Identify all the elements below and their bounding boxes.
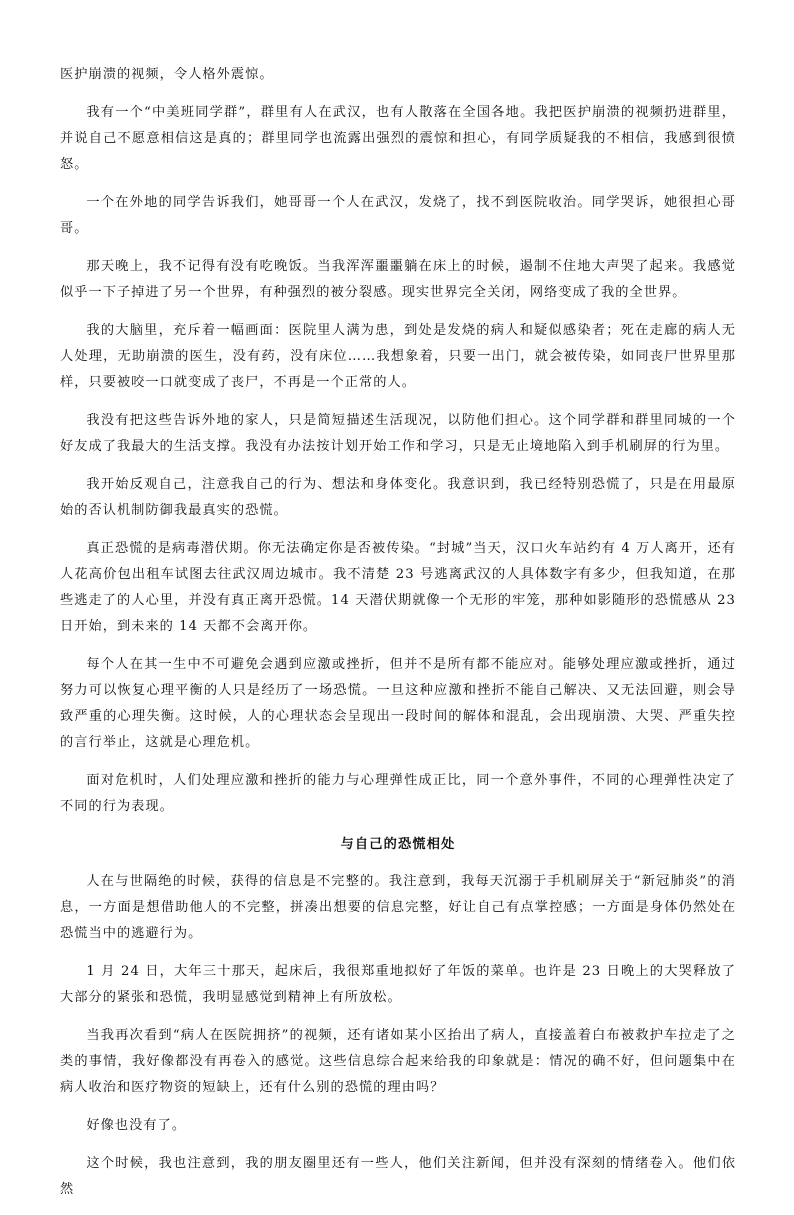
paragraph: 一个在外地的同学告诉我们，她哥哥一个人在武汉，发烧了，找不到医院收治。同学哭诉，她很担心哥哥。 [60,195,736,236]
paragraph: 每个人在其一生中不可避免会遇到应激或挫折，但并不是所有都不能应对。能够处理应激或挫折，通过努力可以恢复心理平衡的人只是经历了一场恐慌。一旦这种应激和挫折不能自己解决、又无法回避，则会导致严重的心理失衡。这时候，人的心理状态会呈现出一段时间的解体和混乱，会出现崩溃、大哭、严重失控的言行举止，这就是心理危机。 [60,657,736,750]
paragraph: 医护崩溃的视频，令人格外震惊。 [60,67,274,82]
paragraph: 那天晚上，我不记得有没有吃晚饭。当我浑浑噩噩躺在床上的时候，遏制不住地大声哭了起来。我感觉似乎一下子掉进了另一个世界，有种强烈的被分裂感。现实世界完全关闭，网络变成了我的全世界。 [60,259,736,300]
paragraph: 面对危机时，人们处理应激和挫折的能力与心理弹性成正比，同一个意外事件，不同的心理弹性决定了不同的行为表现。 [60,773,736,814]
document-page [60,62,736,1215]
paragraph: 人在与世隔绝的时候，获得的信息是不完整的。我注意到，我每天沉溺于手机刷屏关于“新冠肺炎”的消息，一方面是想借助他人的不完整，拼凑出想要的信息完整，好让自己有点掌控感；一方面是身体仍然处在恐慌当中的逃避行为。 [60,874,736,941]
paragraph: 好像也没有了。 [86,1118,187,1133]
paragraph: 这个时候，我也注意到，我的朋友圈里还有一些人，他们关注新闻，但并没有深刻的情绪卷入。他们依然 [60,1156,736,1197]
paragraph: 我的大脑里，充斥着一幅画面：医院里人满为患，到处是发烧的病人和疑似感染者；死在走廊的病人无人处理，无助崩溃的医生，没有药，没有床位……我想象着，只要一出门，就会被传染，如同丧尸世界里那样，只要被咬一口就变成了丧尸，不再是一个正常的人。 [60,323,736,390]
paragraph: 我开始反观自己，注意我自己的行为、想法和身体变化。我意识到，我已经特别恐慌了，只是在用最原始的否认机制防御我最真实的恐慌。 [60,477,736,518]
paragraph: 我有一个“中美班同学群”，群里有人在武汉，也有人散落在全国各地。我把医护崩溃的视频扔进群里，并说自己不愿意相信这是真的；群里同学也流露出强烈的震惊和担心，有同学质疑我的不相信，我感到很愤怒。 [60,105,736,172]
paragraph: 真正恐慌的是病毒潜伏期。你无法确定你是否被传染。“封城”当天，汉口火车站约有 4 万人离开，还有人花高价包出租车试图去往武汉周边城市。我不清楚 23 号逃离武汉的人具体数字有多少，但我知道，在那些逃走了的人心里，并没有真正离开恐慌。14 天潜伏期就像一个无形的牢笼，那种如影随形的恐慌感从 23 日开始，到未来的 14 天都不会离开你。 [60,541,736,634]
paragraph: 我没有把这些告诉外地的家人，只是简短描述生活现况，以防他们担心。这个同学群和群里同城的一个好友成了我最大的生活支撑。我没有办法按计划开始工作和学习，只是无止境地陷入到手机刷屏的行为里。 [60,413,736,454]
paragraph: 当我再次看到“病人在医院拥挤”的视频，还有诸如某小区抬出了病人，直接盖着白布被救护车拉走了之类的事情，我好像都没有再卷入的感觉。这些信息综合起来给我的印象就是：情况的确不好，但问题集中在病人收治和医疗物资的短缺上，还有什么别的恐慌的理由吗？ [60,1028,736,1095]
paragraph: 1 月 24 日，大年三十那天，起床后，我很郑重地拟好了年饭的菜单。也许是 23 日晚上的大哭释放了大部分的紧张和恐慌，我明显感觉到精神上有所放松。 [60,964,736,1005]
section-heading: 与自己的恐慌相处 [340,837,456,852]
